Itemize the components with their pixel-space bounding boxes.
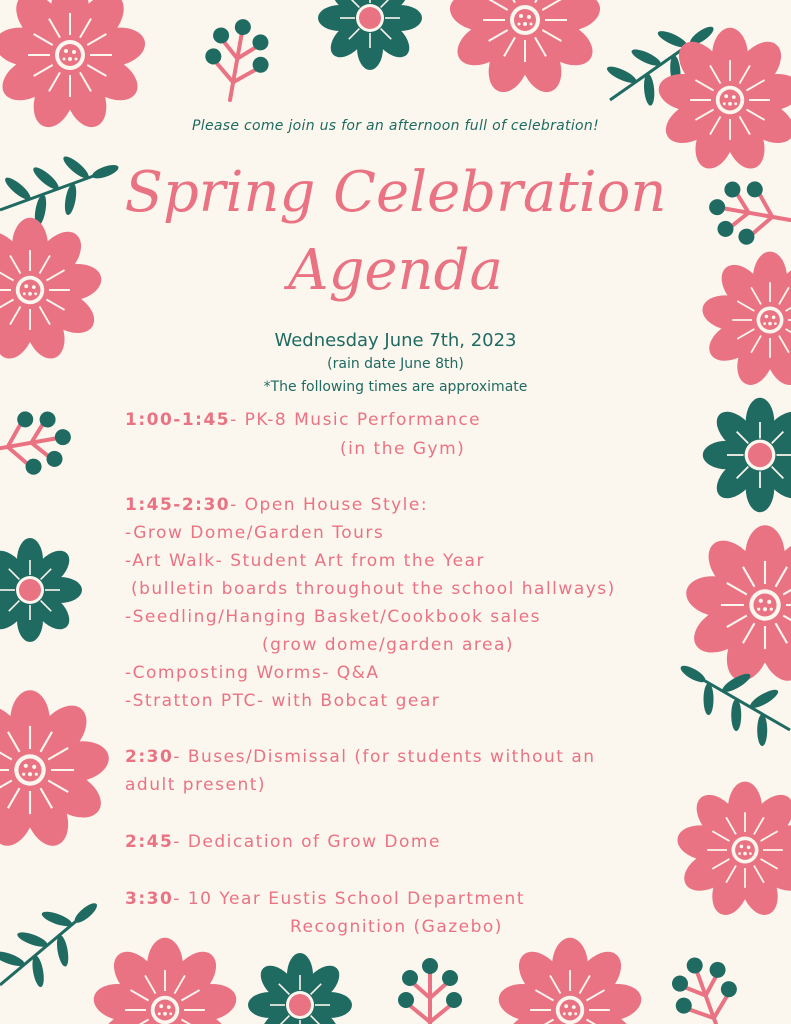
agenda-location: (in the Gym) (340, 439, 466, 459)
agenda-text: - Open House Style: (230, 495, 429, 515)
agenda-item-recognition (125, 891, 685, 908)
agenda-item-music (125, 412, 685, 429)
pink-flower-icon (0, 0, 148, 133)
agenda-time: 3:30 (125, 889, 174, 909)
rain-date: (rain date June 8th) (327, 356, 464, 372)
times-note: *The following times are approximate (263, 379, 528, 395)
agenda-time: 2:30 (125, 747, 174, 767)
page-title: Spring Celebration (124, 160, 667, 225)
invitation-line: Please come join us for an afternoon full of celebration! (192, 118, 599, 134)
agenda-item-dismissal (125, 749, 685, 766)
agenda-text: - Buses/Dismissal (for students without an (173, 747, 596, 767)
teal-flower-icon (318, 0, 422, 70)
agenda-text: - Dedication of Grow Dome (173, 832, 441, 852)
list-item: -Seedling/Hanging Basket/Cookbook sales (125, 607, 542, 627)
page-title-line-2: Agenda (288, 238, 503, 303)
berry-branch-icon (662, 947, 750, 1024)
list-item: -Grow Dome/Garden Tours (125, 523, 385, 543)
list-item: -Art Walk- Student Art from the Year (125, 551, 485, 571)
teal-flower-icon (0, 538, 82, 642)
event-date: Wednesday June 7th, 2023 (274, 330, 517, 351)
teal-flower-icon (248, 953, 352, 1024)
list-item: -Composting Worms- Q&A (125, 663, 380, 683)
agenda-text: - 10 Year Eustis School Department (173, 889, 526, 909)
agenda-text: - PK-8 Music Performance (230, 410, 482, 430)
pink-flower-icon (656, 28, 791, 174)
agenda-time: 2:45 (125, 832, 174, 852)
pink-flower-icon (675, 782, 791, 921)
agenda-location: Recognition (Gazebo) (290, 917, 503, 937)
pink-flower-icon (496, 938, 644, 1024)
agenda-item-dedication (125, 834, 685, 851)
agenda-item-open-house (125, 497, 685, 514)
agenda-time: 1:00-1:45 (125, 410, 231, 430)
leaf-branch-icon (0, 881, 116, 1008)
berry-branch-icon (0, 404, 76, 481)
pink-flower-icon (447, 0, 603, 98)
pink-flower-icon (91, 938, 239, 1024)
pink-flower-icon (0, 690, 112, 852)
agenda-time: 1:45-2:30 (125, 495, 231, 515)
agenda-text-continued: adult present) (125, 775, 267, 795)
list-item-note: (grow dome/garden area) (262, 635, 515, 655)
list-item-note: (bulletin boards throughout the school hallways) (131, 579, 616, 599)
list-item: -Stratton PTC- with Bobcat gear (125, 691, 441, 711)
pink-flower-icon (683, 525, 791, 687)
berry-branch-icon (198, 14, 275, 106)
berry-branch-icon (398, 958, 462, 1024)
